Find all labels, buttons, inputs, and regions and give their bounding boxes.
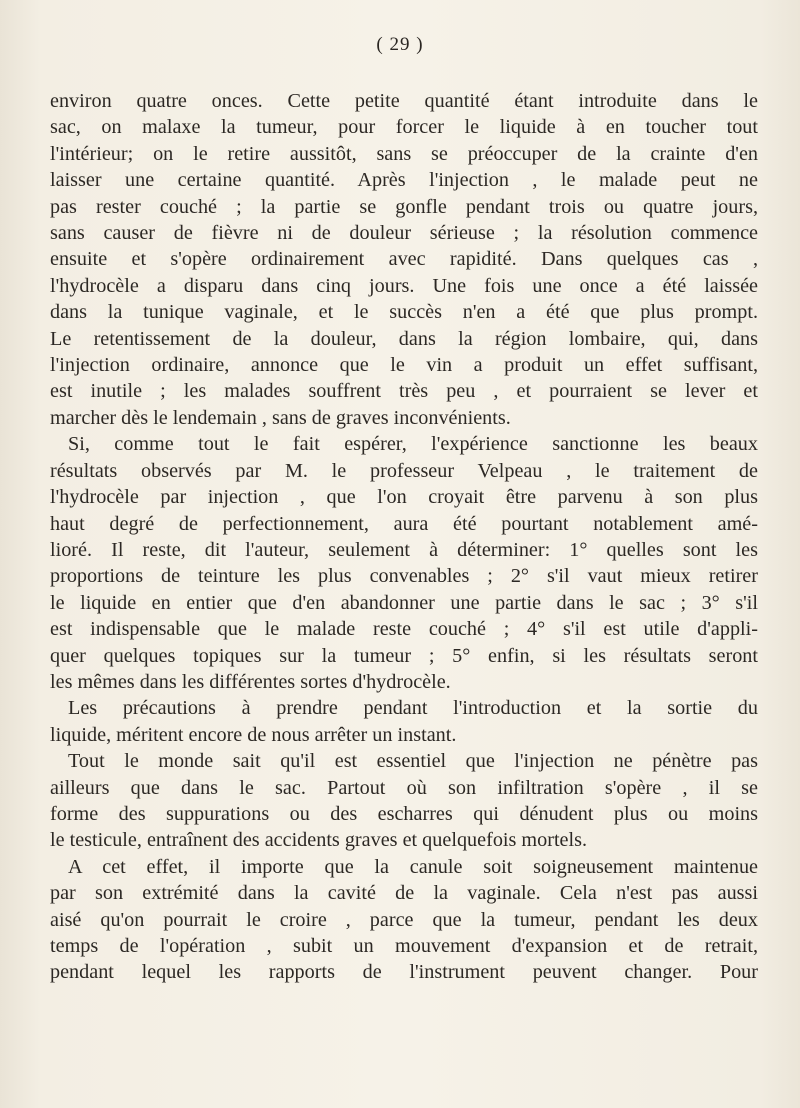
text-line: haut degré de perfectionnement, aura été pourtant notablement amé- [50,512,758,535]
text-line: lioré. Il reste, dit l'auteur, seulement à déterminer: 1° quelles sont les [50,538,758,561]
text-line: le liquide en entier que d'en abandonner une partie dans le sac ; 3° s'il [50,591,758,614]
text-line: Tout le monde sait qu'il est essentiel que l'injection ne pénètre pas [68,750,758,773]
text-line: l'hydrocèle a disparu dans cinq jours. Une fois une once a été laissée [50,274,758,297]
text-line: pas rester couché ; la partie se gonfle pendant trois ou quatre jours, [50,195,758,218]
text-line: sans causer de fièvre ni de douleur sérieuse ; la résolution commence [50,222,758,245]
text-line: environ quatre onces. Cette petite quantité étant introduite dans le [50,90,758,112]
text-line: forme des suppurations ou des escharres qui dénudent plus ou moins [50,802,758,825]
text-line: aisé qu'on pourrait le croire , parce que la tumeur, pendant les deux [50,908,758,931]
text-line: est inutile ; les malades souffrent très peu , et pourraient se lever et [50,380,758,403]
paragraph-4 [50,748,758,854]
text-line: proportions de teinture les plus convenables ; 2° s'il vaut mieux retirer [50,565,758,588]
text-line: sac, on malaxe la tumeur, pour forcer le liquide à en toucher tout [50,116,758,139]
paragraph-3 [50,695,758,748]
text-line: les mêmes dans les différentes sortes d'hydrocèle. [50,670,451,693]
text-line: quer quelques topiques sur la tumeur ; 5° enfin, si les résultats seront [50,644,758,667]
text-line: marcher dès le lendemain , sans de graves inconvénients. [50,406,511,429]
text-line: A cet effet, il importe que la canule soit soigneusement maintenue [68,855,758,878]
text-line: dans la tunique vaginale, et le succès n'en a été que plus prompt. [50,301,758,324]
text-line: Les précautions à prendre pendant l'introduction et la sortie du [68,697,758,720]
text-line: temps de l'opération , subit un mouvement d'expansion et de retrait, [50,935,758,957]
body-text [50,88,758,986]
paragraph-1 [50,88,758,431]
text-line: ensuite et s'opère ordinairement avec rapidité. Dans quelques cas , [50,248,758,271]
text-line: Le retentissement de la douleur, dans la région lombaire, qui, dans [50,327,758,350]
text-line: est indispensable que le malade reste couché ; 4° s'il est utile d'appli- [50,618,758,641]
text-line: résultats observés par M. le professeur Velpeau , le traitement de [50,459,758,482]
text-line: laisser une certaine quantité. Après l'injection , le malade peut ne [50,169,758,192]
text-line: ailleurs que dans le sac. Partout où son infiltration s'opère , il se [50,776,758,799]
text-line: l'intérieur; on le retire aussitôt, sans se préoccuper de la crainte d'en [50,142,758,165]
text-line: le testicule, entraînent des accidents graves et quelquefois mortels. [50,829,588,852]
text-line: liquide, méritent encore de nous arrêter un instant. [50,723,457,746]
text-line: par son extrémité dans la cavité de la vaginale. Cela n'est pas aussi [50,882,758,905]
paragraph-5 [50,854,758,986]
text-line: pendant lequel les rapports de l'instrument peuvent changer. Pour [50,961,758,984]
page-number: ( 29 ) [376,34,424,55]
text-line: Si, comme tout le fait espérer, l'expérience sanctionne les beaux [68,433,758,456]
text-line: l'injection ordinaire, annonce que le vin a produit un effet suffisant, [50,354,758,377]
text-line: l'hydrocèle par injection , que l'on croyait être parvenu à son plus [50,486,758,509]
paragraph-2 [50,431,758,695]
